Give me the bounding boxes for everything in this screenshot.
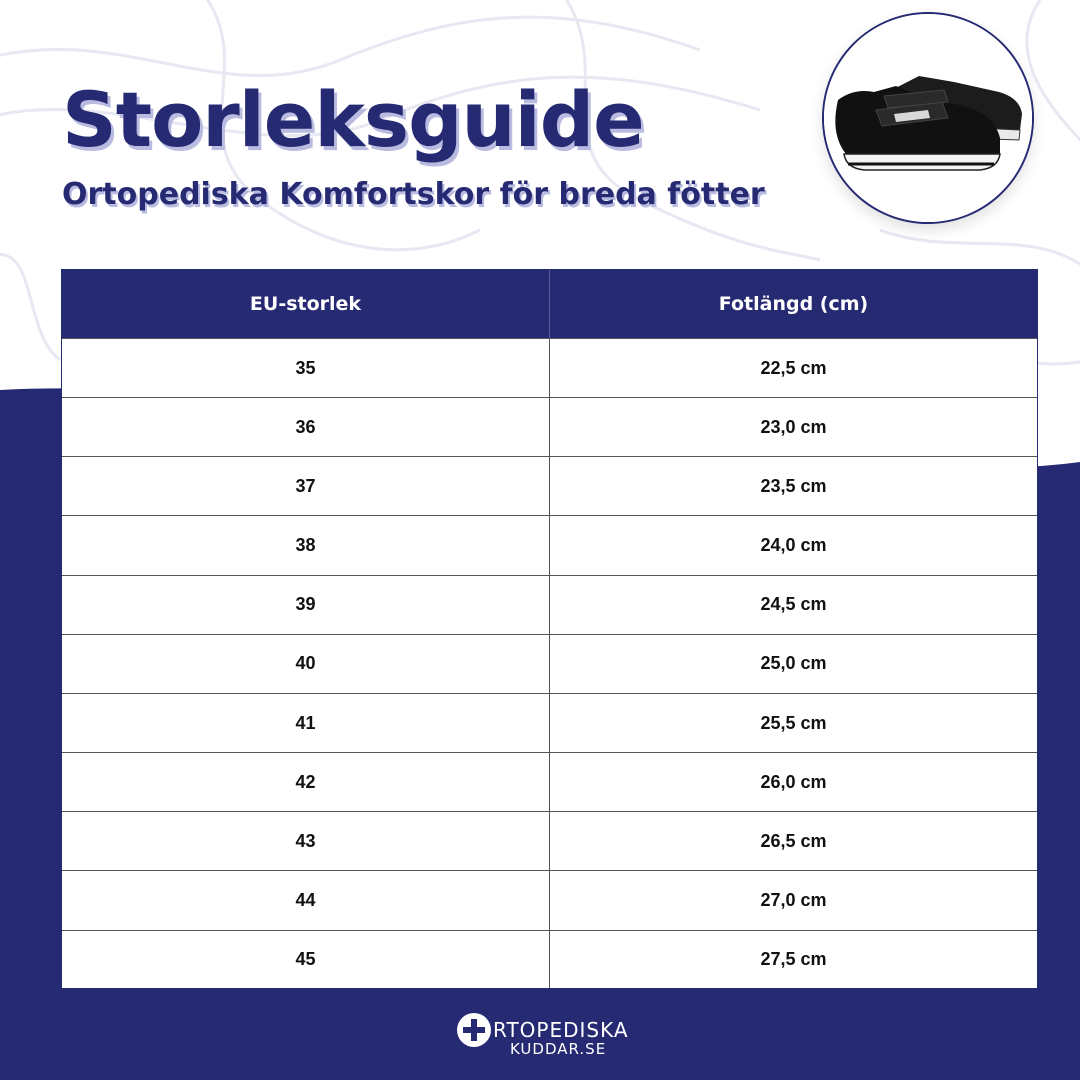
foot-length-cell: 24,0 cm [550, 516, 1038, 575]
table-row [62, 339, 1037, 398]
product-image [822, 12, 1034, 224]
foot-length-cell: 23,0 cm [550, 398, 1038, 457]
medical-cross-icon [457, 1013, 491, 1047]
foot-length-cell: 27,5 cm [550, 930, 1038, 988]
foot-length-cell: 24,5 cm [550, 575, 1038, 634]
column-header-eu-size: EU-storlek [62, 270, 550, 339]
eu-size-cell: 43 [62, 812, 550, 871]
page-title: Storleksguide [62, 75, 644, 164]
table-row [62, 753, 1037, 812]
table-row [62, 930, 1037, 988]
table-header-row [62, 270, 1037, 339]
eu-size-cell: 42 [62, 753, 550, 812]
table-row [62, 634, 1037, 693]
brand-logo [457, 1013, 637, 1061]
foot-length-cell: 25,5 cm [550, 693, 1038, 752]
table-row [62, 575, 1037, 634]
eu-size-cell: 39 [62, 575, 550, 634]
logo-brand-text: RTOPEDISKA [493, 1018, 629, 1042]
eu-size-cell: 44 [62, 871, 550, 930]
eu-size-cell: 37 [62, 457, 550, 516]
logo-domain-text: KUDDAR.SE [510, 1040, 607, 1058]
table-row [62, 516, 1037, 575]
foot-length-cell: 27,0 cm [550, 871, 1038, 930]
eu-size-cell: 40 [62, 634, 550, 693]
table-row [62, 398, 1037, 457]
table-row [62, 693, 1037, 752]
foot-length-cell: 23,5 cm [550, 457, 1038, 516]
eu-size-cell: 35 [62, 339, 550, 398]
column-header-foot-length: Fotlängd (cm) [550, 270, 1038, 339]
size-table [61, 269, 1038, 989]
foot-length-cell: 22,5 cm [550, 339, 1038, 398]
page-subtitle: Ortopediska Komfortskor för breda fötter [62, 177, 765, 212]
table-row [62, 812, 1037, 871]
eu-size-cell: 45 [62, 930, 550, 988]
foot-length-cell: 25,0 cm [550, 634, 1038, 693]
foot-length-cell: 26,5 cm [550, 812, 1038, 871]
eu-size-cell: 38 [62, 516, 550, 575]
eu-size-cell: 41 [62, 693, 550, 752]
table-row [62, 457, 1037, 516]
table-row [62, 871, 1037, 930]
foot-length-cell: 26,0 cm [550, 753, 1038, 812]
shoe-icon [824, 14, 1032, 222]
eu-size-cell: 36 [62, 398, 550, 457]
